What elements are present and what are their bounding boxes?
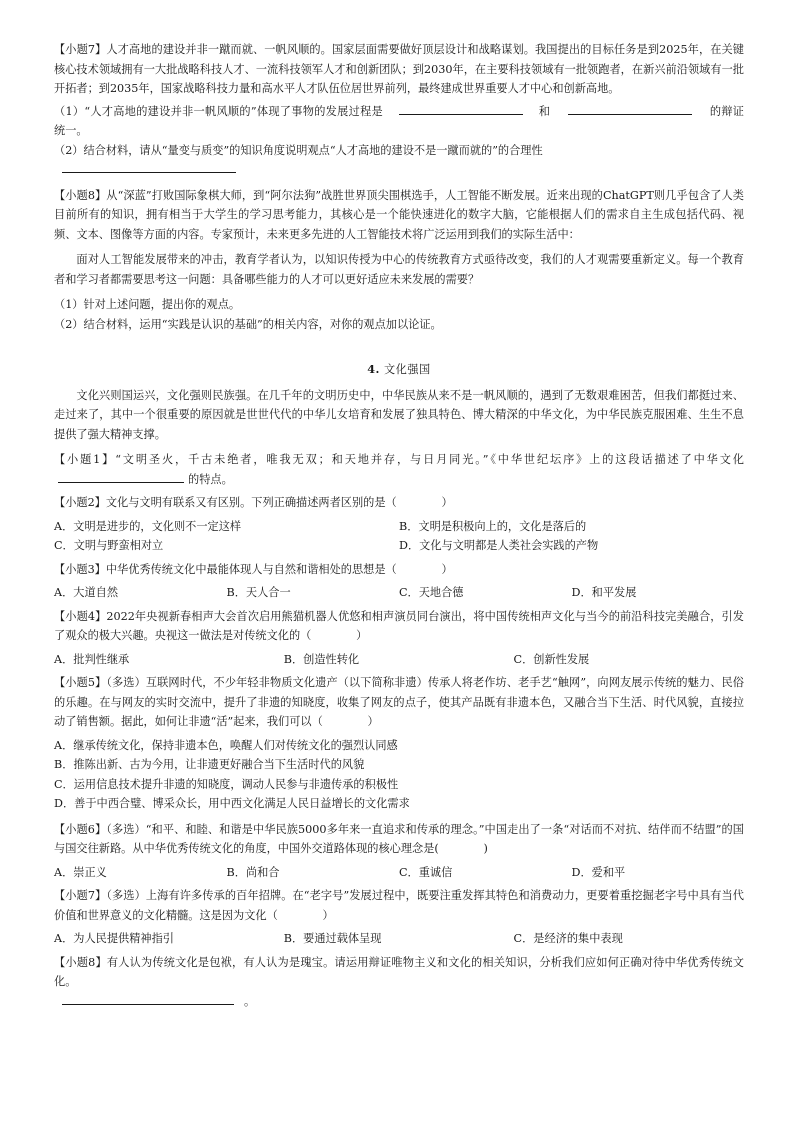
question-7-sub-2: （2）结合材料，请从“量变与质变”的知识角度说明观点“人才高地的建设不是一蹴而就的”的合理性: [54, 143, 543, 157]
option-c[interactable]: C．创新性发展: [513, 652, 590, 666]
option-b[interactable]: B．文明是积极向上的，文化是落后的: [399, 519, 587, 533]
answer-blank[interactable]: [399, 102, 523, 115]
question-7-answer-line: [54, 160, 744, 180]
exam-page: [54, 36, 744, 1011]
answer-blank[interactable]: [568, 102, 692, 115]
section4-question-1: 【小题1】“文明圣火，千古未绝者，唯我无双；和天地并存，与日月同光。”《中华世纪坛序》上的这段话描述了中华文化的特点。: [54, 453, 744, 486]
option-a[interactable]: A．大道自然: [54, 586, 119, 599]
question-7-sub-1: （1）“人才高地的建设并非一帆风顺的”体现了事物的发展过程是 和 的辩证统一。: [54, 102, 744, 141]
question-8-text: 【小题8】从“深蓝”打败国际象棋大师，到“阿尔法狗”战胜世界顶尖围棋选手，人工智能不断发展。近来出现的ChatGPT则几乎包含了人类目前所有的知识，拥有相当于大学生的学习思考能力，其核心是一个能快速进化的数字大脑，它能根据人们的需求自主生成包括代码、视频、文本、图像等方面的内容。专家预计，未来更多先进的人工智能技术将广泛运用到我们的实际生活中：: [54, 188, 744, 241]
section4-question-2: 【小题2】文化与文明有联系又有区别。下列正确描述两者区别的是（ ）: [54, 496, 453, 509]
option-c[interactable]: C．天地合德: [399, 586, 464, 599]
question-3-options: [54, 583, 744, 603]
option-c[interactable]: C．运用信息技术提升非遗的知晓度，调动人民参与非遗传承的积极性: [54, 777, 399, 791]
question-8-sub-2: （2）结合材料，运用“实践是认识的基础”的相关内容，对你的观点加以论证。: [54, 317, 442, 331]
section-title: 4. 文化强国: [367, 362, 431, 376]
question-7-options: [54, 929, 744, 949]
option-b[interactable]: B．创造性转化: [283, 652, 360, 666]
option-d[interactable]: D．善于中西合璧、博采众长，用中西文化满足人民日益增长的文化需求: [54, 797, 410, 810]
option-d[interactable]: D．爱和平: [571, 865, 626, 879]
question-5-options: [54, 736, 744, 814]
question-8-sub-1: （1）针对上述问题，提出你的观点。: [54, 298, 241, 311]
question-6-options: [54, 863, 744, 883]
question-8-answer-line: 。: [54, 992, 744, 1012]
question-8-paragraph: 面对人工智能发展带来的冲击，教育学者认为，以知识传授为中心的传统教育方式亟待改变，我们的人才观需要重新定义。每一个教育者和学习者都需要思考这一问题：具备哪些能力的人才可以更好适应未来发展的需要？: [54, 253, 744, 286]
answer-blank[interactable]: [62, 160, 236, 173]
option-b[interactable]: B．尚和合: [226, 865, 280, 879]
question-2-options: [54, 517, 744, 556]
option-b[interactable]: B．要通过载体呈现: [283, 932, 382, 945]
question-4-options: [54, 650, 744, 670]
option-c[interactable]: C．重诚信: [399, 865, 453, 879]
question-7-text: 【小题7】人才高地的建设并非一蹴而就、一帆风顺的。国家层面需要做好顶层设计和战略谋划。我国提出的目标任务是到2025年，在关键核心技术领域拥有一大批战略科技人才、一流科技领军人才和创新团队；到2030年，在主要科技领域有一批领跑者，在新兴前沿领域有一批开拓者；到2035年，国家战略科技力量和高水平人才队伍位居世界前列，最终建成世界重要人才中心和创新高地。: [54, 43, 744, 95]
option-a[interactable]: A．批判性继承: [54, 652, 130, 666]
option-a[interactable]: A．继承传统文化，保持非遗本色，唤醒人们对传统文化的强烈认同感: [54, 738, 398, 752]
option-c[interactable]: C．是经济的集中表现: [513, 932, 623, 945]
section4-question-3: 【小题3】中华优秀传统文化中最能体现人与自然和谐相处的思想是（ ）: [54, 562, 453, 576]
answer-blank[interactable]: [62, 992, 234, 1005]
option-a[interactable]: A．为人民提供精神指引: [54, 932, 174, 945]
option-d[interactable]: D．和平发展: [571, 586, 637, 599]
section4-question-5: 【小题5】（多选）互联网时代，不少年轻非物质文化遗产（以下简称非遗）传承人将老作坊、老手艺“触网”，向网友展示传统的魅力、民俗的乐趣。在与网友的实时交流中，提升了非遗的知晓度，收集了网友的点子，使其产品既有非遗本色，又融合当下生活、时代风貌，直接拉动了销售额。据此，如何让非遗“活”起来，我们可以（ ）: [54, 676, 744, 728]
section4-question-6: 【小题6】（多选）“和平、和睦、和谐是中华民族5000多年来一直追求和传承的理念。”中国走出了一条“对话而不对抗、结伴而不结盟”的国与国交往新路。从中华优秀传统文化的角度，中国外交道路体现的核心理念是( ): [54, 822, 744, 855]
section4-question-7: 【小题7】（多选）上海有许多传承的百年招牌。在“老字号”发展过程中，既要注重发挥其特色和消费动力，更要着重挖掘老字号中具有当代价值和世界意义的文化精髓。这是因为文化（ ）: [54, 889, 744, 922]
option-d[interactable]: D．文化与文明都是人类社会实践的产物: [399, 539, 599, 552]
section4-question-8: 【小题8】有人认为传统文化是包袱，有人认为是瑰宝。请运用辩证唯物主义和文化的相关知识，分析我们应如何正确对待中华优秀传统文化。: [54, 955, 744, 988]
option-c[interactable]: C．文明与野蛮相对立: [54, 539, 164, 552]
option-b[interactable]: B．推陈出新、古为今用，让非遗更好融合当下生活时代的风貌: [54, 758, 365, 771]
option-a[interactable]: A．崇正义: [54, 865, 107, 879]
option-a[interactable]: A．文明是进步的，文化则不一定这样: [54, 519, 242, 533]
answer-blank[interactable]: [58, 470, 184, 483]
option-b[interactable]: B．天人合一: [226, 586, 291, 599]
section-intro: 文化兴则国运兴，文化强则民族强。在几千年的文明历史中，中华民族从来不是一帆风顺的，遇到了无数艰难困苦，但我们都挺过来、走过来了，其中一个很重要的原因就是世世代代的中华儿女培育和发展了独具特色、博大精深的中华文化，为中华民族克服困难、生生不息提供了强大精神支撑。: [54, 388, 744, 441]
section4-question-4: 【小题4】2022年央视新春相声大会首次启用熊猫机器人优悠和相声演员同台演出，将中国传统相声文化与当今的前沿科技完美融合，引发了观众的极大兴趣。央视这一做法是对传统文化的（ ）: [54, 609, 744, 642]
